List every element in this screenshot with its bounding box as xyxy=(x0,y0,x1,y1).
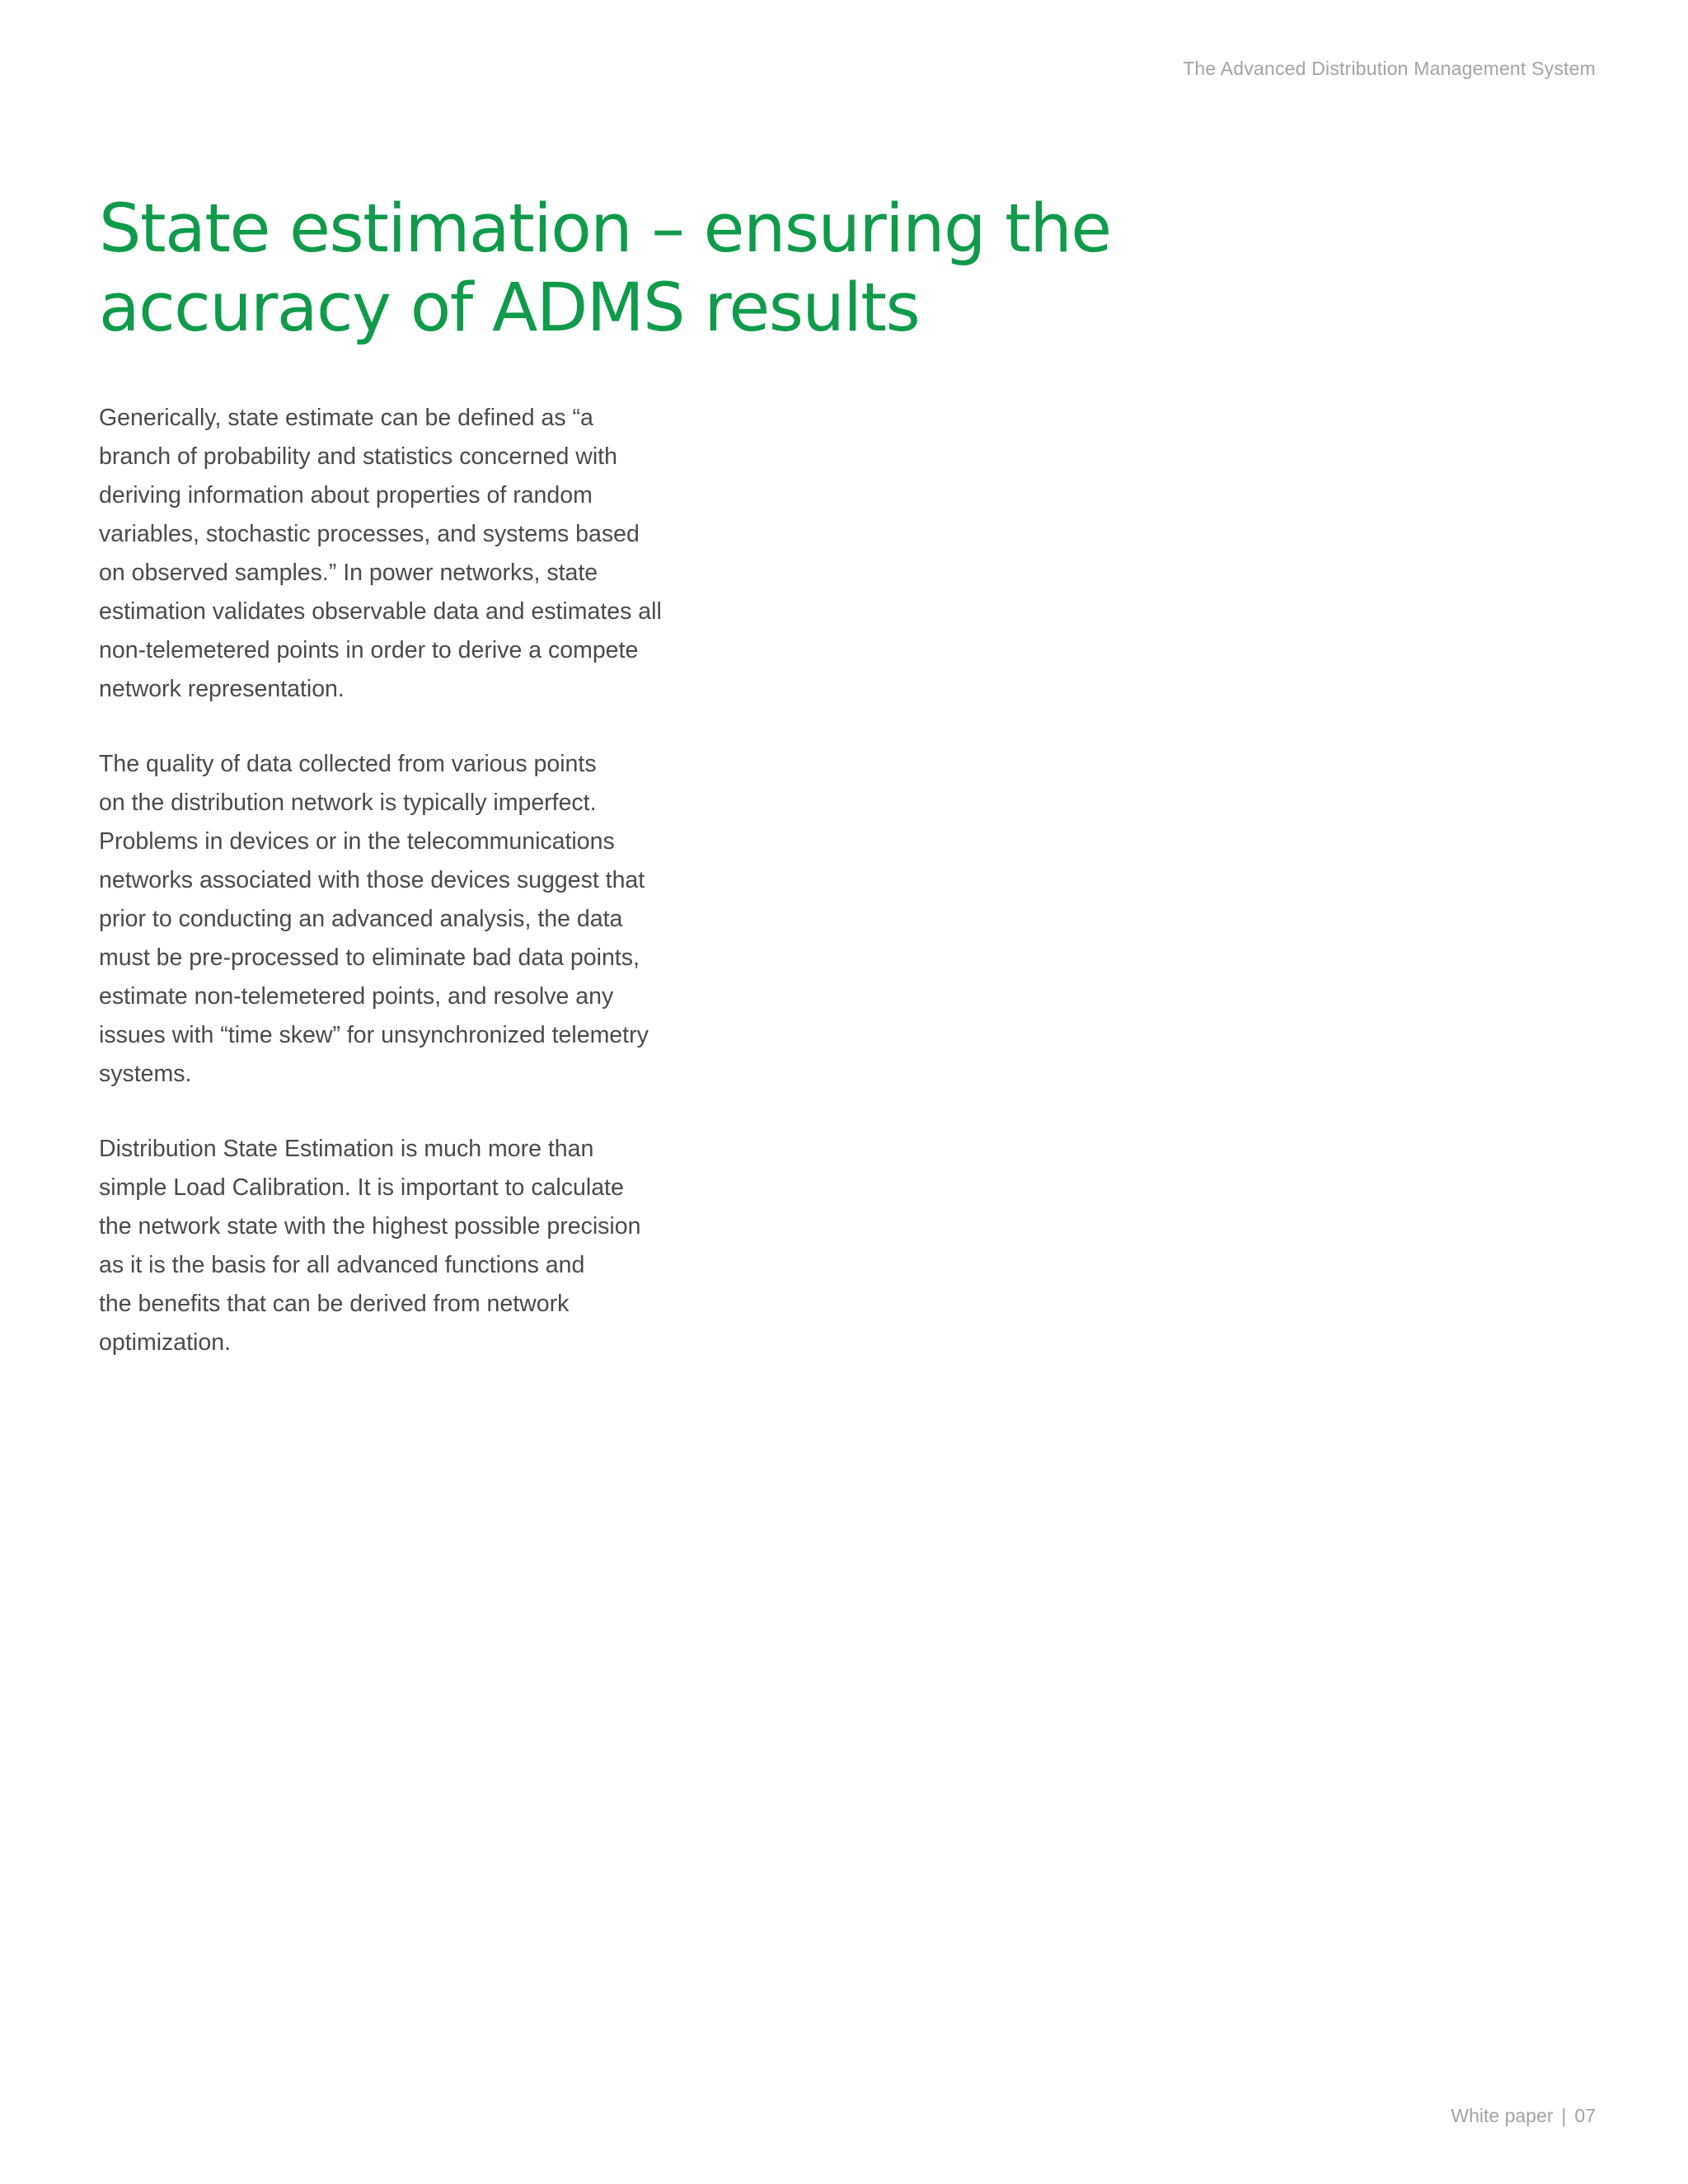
text-line: branch of probability and statistics concerned with xyxy=(99,443,617,470)
text-line: estimation validates observable data and estimates all xyxy=(99,598,662,625)
footer-separator: | xyxy=(1561,2105,1567,2126)
page-title-line: accuracy of ADMS results xyxy=(99,269,920,347)
paragraph-data-quality xyxy=(99,745,692,1094)
paragraph-state-estimation xyxy=(99,1130,692,1362)
text-line: the benefits that can be derived from network xyxy=(99,1291,570,1317)
paragraph-definition xyxy=(99,399,692,709)
text-line: on observed samples.” In power networks, state xyxy=(99,560,598,586)
footer-label: White paper xyxy=(1451,2105,1554,2126)
text-line: variables, stochastic processes, and systems based xyxy=(99,521,640,547)
page-title-line: State estimation – ensuring the xyxy=(99,190,1111,268)
page-number: 07 xyxy=(1574,2105,1596,2126)
running-header: The Advanced Distribution Management System xyxy=(1183,58,1596,79)
text-line: Distribution State Estimation is much more than xyxy=(99,1136,594,1162)
text-line: prior to conducting an advanced analysis, the data xyxy=(99,906,623,932)
text-line: networks associated with those devices suggest that xyxy=(99,867,645,893)
text-line: Generically, state estimate can be defined as “a xyxy=(99,405,593,431)
text-line: as it is the basis for all advanced functions and xyxy=(99,1252,585,1278)
text-line: the network state with the highest possible precision xyxy=(99,1213,641,1240)
text-line: simple Load Calibration. It is important to calculate xyxy=(99,1174,624,1201)
text-line: estimate non-telemetered points, and resolve any xyxy=(99,983,614,1010)
text-line: systems. xyxy=(99,1061,192,1087)
page-footer xyxy=(1451,2105,1596,2127)
text-line: optimization. xyxy=(99,1329,231,1356)
body-text-column xyxy=(99,399,692,1399)
text-line: network representation. xyxy=(99,676,345,702)
text-line: non-telemetered points in order to derive a compete xyxy=(99,637,639,663)
text-line: must be pre-processed to eliminate bad data points, xyxy=(99,944,640,971)
text-line: issues with “time skew” for unsynchronized telemetry xyxy=(99,1022,649,1048)
text-line: Problems in devices or in the telecommunications xyxy=(99,828,615,855)
text-line: The quality of data collected from various points xyxy=(99,751,597,777)
page-title xyxy=(99,190,1253,348)
text-line: on the distribution network is typically imperfect. xyxy=(99,790,597,816)
text-line: deriving information about properties of random xyxy=(99,482,593,509)
